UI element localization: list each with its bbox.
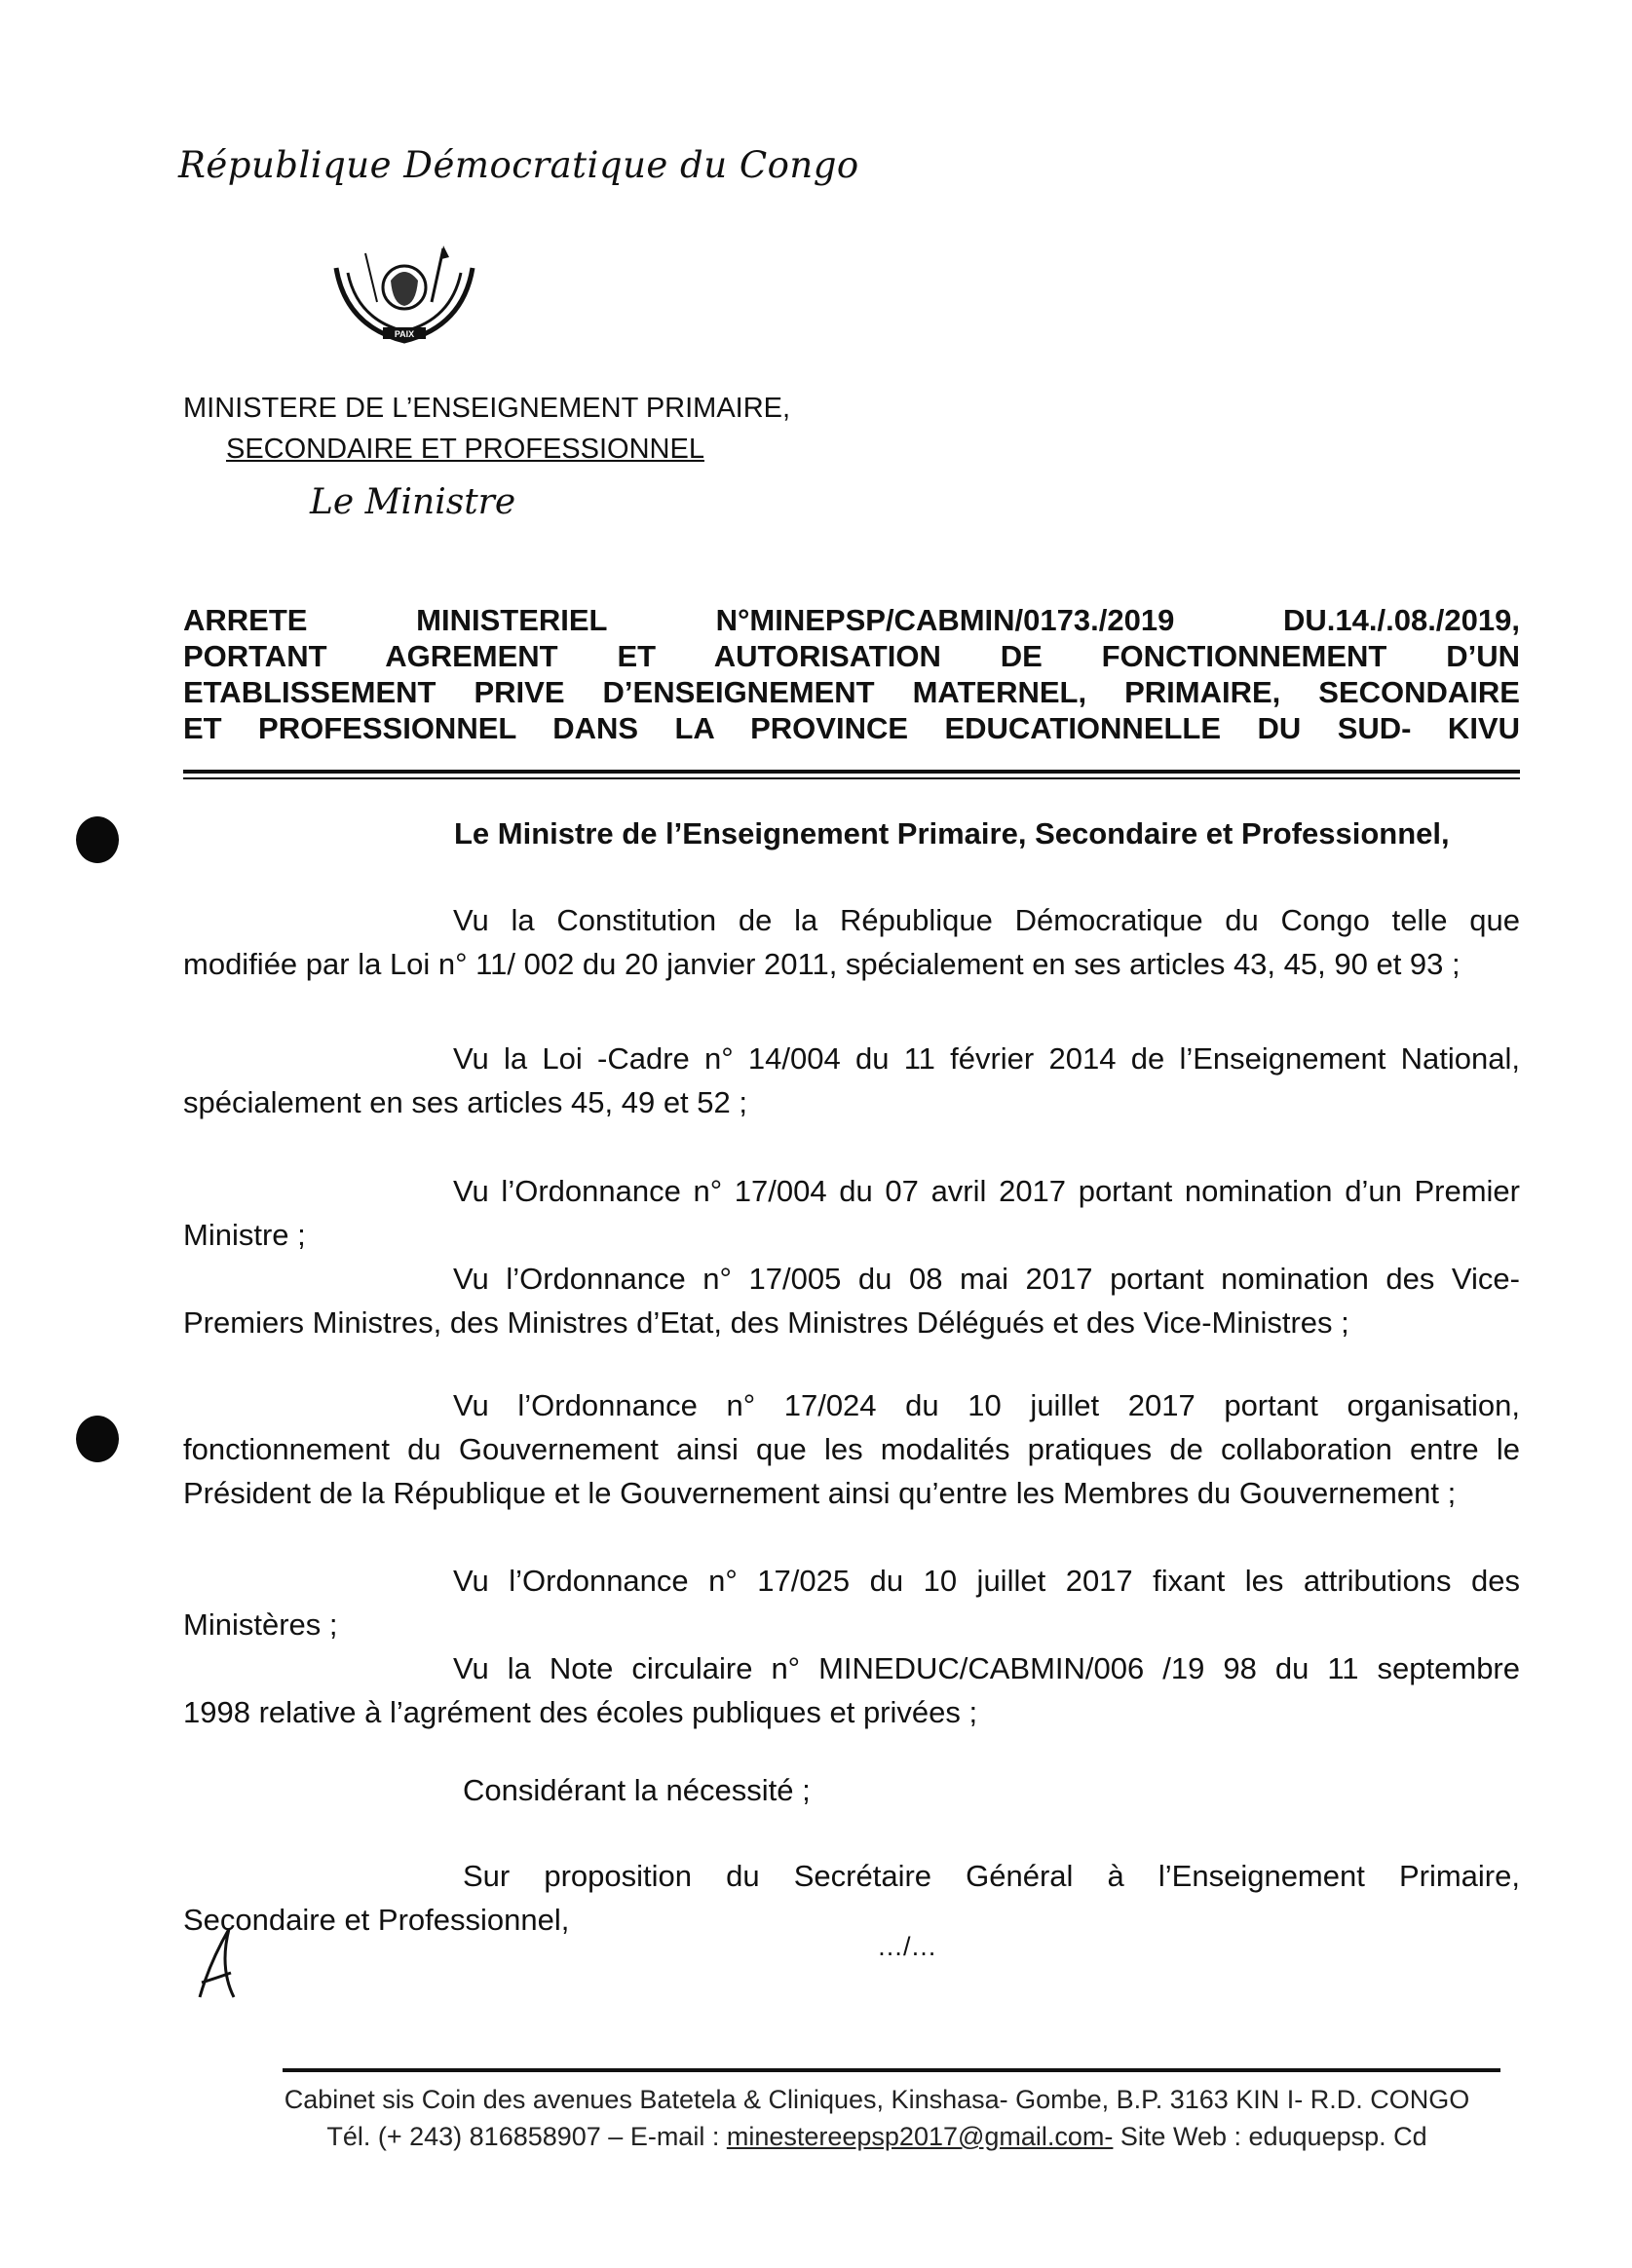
text-line: Sur proposition du Secrétaire Général à l’Enseignement Primaire, [463, 1859, 1520, 1893]
arrete-line3: ETABLISSEMENT PRIVE D’ENSEIGNEMENT MATERNEL, PRIMAIRE, SECONDAIRE [183, 675, 1520, 709]
arrete-line2: PORTANT AGREMENT ET AUTORISATION DE FONCTIONNEMENT D’UN [183, 639, 1520, 673]
coat-of-arms-emblem [326, 244, 482, 351]
text-line: Vu l’Ordonnance n° 17/004 du 07 avril 2017 portant nomination d’un Premier [453, 1174, 1520, 1208]
preamble-title: Le Ministre de l’Enseignement Primaire, Secondaire et Professionnel, [454, 816, 1450, 850]
footer-email-link[interactable]: minestereepsp2017@gmail.com- [726, 2122, 1114, 2151]
paragraph-considerant [183, 1768, 1520, 1812]
paragraph-note-circulaire [183, 1646, 1520, 1734]
paragraph-ordonnance-024 [183, 1383, 1520, 1515]
le-ministre-title: Le Ministre [310, 482, 516, 522]
footer-address: Cabinet sis Coin des avenues Batetela & Cliniques, Kinshasa- Gombe, B.P. 3163 KIN I- R.D. CONGO [284, 2085, 1470, 2114]
text-line: Vu la Constitution de la République Démocratique du Congo telle que [453, 903, 1520, 937]
text-line: Secondaire et Professionnel, [183, 1903, 570, 1937]
text-line: Vu l’Ordonnance n° 17/024 du 10 juillet 2017 portant organisation, [453, 1388, 1520, 1422]
republic-title: République Démocratique du Congo [178, 144, 859, 186]
paragraph-proposition [183, 1854, 1520, 1942]
arrete-heading [183, 602, 1520, 746]
text-line: Vu la Loi -Cadre n° 14/004 du 11 février 2014 de l’Enseignement National, [453, 1041, 1520, 1076]
handwritten-initial [190, 1924, 248, 2002]
ministry-name-line2: SECONDAIRE ET PROFESSIONNEL [226, 434, 704, 465]
paragraph-ordonnance-005 [183, 1257, 1520, 1344]
text-line: Ministères ; [183, 1607, 338, 1642]
text-line: fonctionnement du Gouvernement ainsi que les modalités pratiques de collaboration entre le [183, 1432, 1520, 1466]
text-line: Vu la Note circulaire n° MINEDUC/CABMIN/006 /19 98 du 11 septembre [453, 1651, 1520, 1685]
paragraph-constitution [183, 898, 1520, 986]
arrete-line1: ARRETE MINISTERIEL N°MINEPSP/CABMIN/0173./2019 DU.14./.08./2019, [183, 603, 1520, 637]
paragraph-loi-cadre [183, 1037, 1520, 1124]
emblem-motto: PAIX [394, 329, 415, 339]
footer-rule [283, 2068, 1500, 2072]
text-line: spécialement en ses articles 45, 49 et 52 ; [183, 1085, 747, 1119]
punch-hole [76, 1416, 119, 1462]
footer-phone: Tél. (+ 243) 816858907 – E-mail : [326, 2122, 727, 2151]
heading-rule-thin [183, 777, 1520, 779]
page-continuation: …/… [877, 1932, 937, 1961]
arrete-line4: ET PROFESSIONNEL DANS LA PROVINCE EDUCATIONNELLE DU SUD- KIVU [183, 711, 1520, 745]
text-line: Vu l’Ordonnance n° 17/025 du 10 juillet 2017 fixant les attributions des [453, 1564, 1520, 1598]
text-line: Vu l’Ordonnance n° 17/005 du 08 mai 2017 portant nomination des Vice- [453, 1262, 1520, 1296]
punch-hole [76, 816, 119, 863]
ministry-name-line1: MINISTERE DE L’ENSEIGNEMENT PRIMAIRE, [183, 393, 791, 424]
text-line: 1998 relative à l’agrément des écoles publiques et privées ; [183, 1695, 978, 1729]
text-line: Président de la République et le Gouvernement ainsi qu’entre les Membres du Gouvernement ; [183, 1476, 1457, 1510]
text-line: modifiée par la Loi n° 11/ 002 du 20 janvier 2011, spécialement en ses articles 43, 45, 90 et 93 ; [183, 947, 1461, 981]
text-line: Ministre ; [183, 1218, 306, 1252]
paragraph-ordonnance-025 [183, 1559, 1520, 1646]
footer-website: Site Web : eduquepsp. Cd [1113, 2122, 1427, 2151]
text-line: Premiers Ministres, des Ministres d’Etat, des Ministres Délégués et des Vice-Ministres ; [183, 1305, 1349, 1340]
footer-contact [244, 2122, 1510, 2152]
text-line: Considérant la nécessité ; [463, 1773, 811, 1807]
paragraph-ordonnance-004 [183, 1169, 1520, 1257]
heading-rule-thick [183, 770, 1520, 774]
